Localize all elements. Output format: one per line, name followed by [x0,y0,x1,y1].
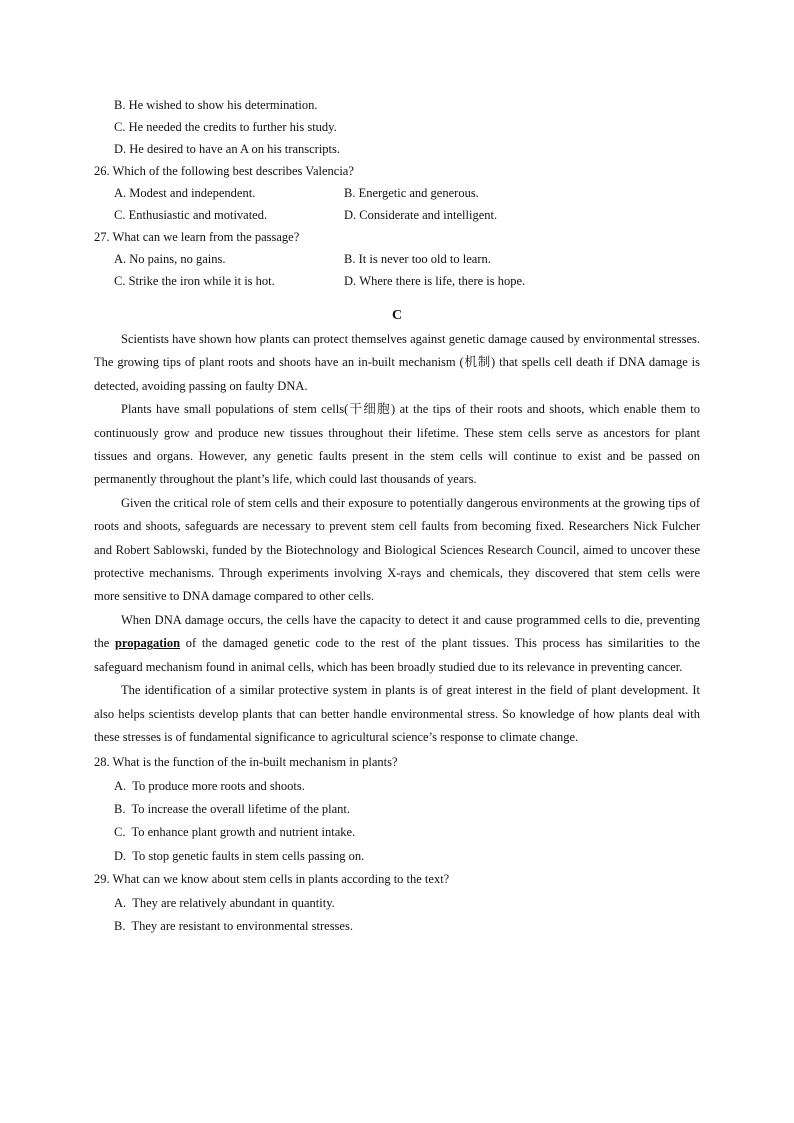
question-28 [94,751,700,868]
option-27-c: C. Strike the iron while it is hot. [114,274,275,288]
passage-paragraph-2: Plants have small populations of stem cells(干细胞) at the tips of their roots and shoots, which enable them to continuously grow and produce new tissues throughout their lifetime. These stem cells serve as ancestors for plant tissues and organs. However, any genetic faults present in the stem cells will continue to exist and be passed on permanently throughout the plant’s life, which could last thousands of years. [94,402,700,487]
option-28-c: C. To enhance plant growth and nutrient intake. [114,825,356,840]
question-29 [94,868,700,938]
exam-page [94,94,700,938]
question-26-stem: 26. Which of the following best describes Valencia? [94,164,354,178]
option-27-a: A. No pains, no gains. [114,252,226,266]
option-26-d: D. Considerate and intelligent. [344,208,498,222]
question-29-stem: 29. What can we know about stem cells in plants according to the text? [94,872,450,887]
option-27-d: D. Where there is life, there is hope. [344,274,526,288]
underlined-keyword: propagation [114,636,181,651]
option-26-b: B. Energetic and generous. [344,186,479,200]
passage-c [94,328,700,749]
passage-paragraph-1: Scientists have shown how plants can protect themselves against genetic damage caused by environmental stresses. The growing tips of plant roots and shoots have an in-built mechanism (机制) that spells cell death if DNA damage is detected, avoiding passing on faulty DNA. [94,332,700,393]
option-29-b: B. They are resistant to environmental stresses. [114,919,353,934]
option-26-a: A. Modest and independent. [114,186,256,200]
passage-paragraph-5: The identification of a similar protective system in plants is of great interest in the field of plant development. It also helps scientists develop plants that can better handle environmental stress. So knowledge of how plants deal with these stresses is of fundamental significance to agricultural science’s response to climate change. [94,683,700,744]
passage-heading: C [391,308,403,323]
option-25-b: B. He wished to show his determination. [114,98,318,112]
option-29-a: A. They are relatively abundant in quantity. [114,895,335,910]
option-25-d: D. He desired to have an A on his transcripts. [114,142,340,156]
question-27 [94,226,700,292]
option-27-b: B. It is never too old to learn. [344,252,491,266]
passage-paragraph-3: Given the critical role of stem cells and their exposure to potentially dangerous environments at the growing tips of roots and shoots, safeguards are necessary to prevent stem cell faults from becoming fixed. Researchers Nick Fulcher and Robert Sablowski, funded by the Biotechnology and Biological Sciences Research Council, aimed to uncover these protective mechanisms. Through experiments involving X-rays and chemicals, they discovered that stem cells were more sensitive to DNA damage compared to other cells. [94,495,700,604]
option-25-c: C. He needed the credits to further his study. [114,120,337,134]
option-28-b: B. To increase the overall lifetime of the plant. [114,802,350,817]
option-28-d: D. To stop genetic faults in stem cells passing on. [114,848,365,863]
option-26-c: C. Enthusiastic and motivated. [114,208,268,222]
passage-paragraph-4: When DNA damage occurs, the cells have the capacity to detect it and cause programmed cells to die, preventing the propagation of the damaged genetic code to the rest of the plant tissues. This process has similarities to the safeguard mechanism found in animal cells, which has been broadly studied due to its relevance in preventing cancer. [94,612,701,674]
question-26 [94,160,700,226]
option-28-a: A. To produce more roots and shoots. [114,778,305,793]
question-28-stem: 28. What is the function of the in-built mechanism in plants? [94,755,398,770]
question-27-stem: 27. What can we learn from the passage? [94,230,300,244]
question-25-options [94,94,700,160]
